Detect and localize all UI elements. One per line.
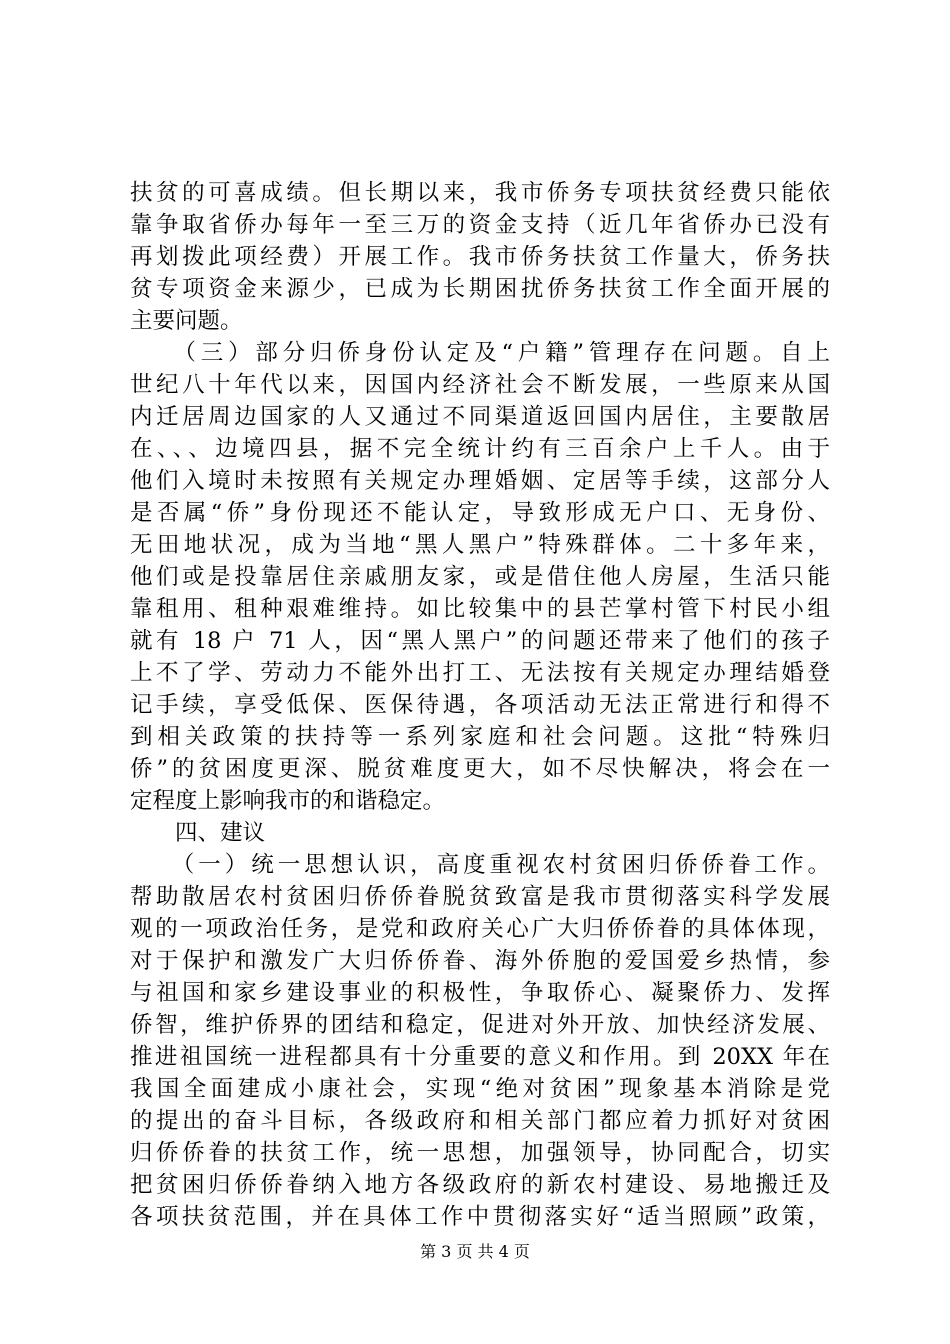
text-line: 与祖国和家乡建设事业的积极性，争取侨心、凝聚侨力、发挥: [130, 980, 830, 1006]
text-line: 到相关政策的扶持等一系列家庭和社会问题。这批“特殊归: [130, 724, 830, 750]
text-line: 主要问题。: [130, 308, 243, 334]
text-line: 是否属“侨”身份现还不能认定，导致形成无户口、无身份、: [130, 500, 830, 526]
text-line: 无田地状况，成为当地“黑人黑户”特殊群体。二十多年来，: [130, 532, 830, 558]
text-line: 上不了学、劳动力不能外出打工、无法按有关规定办理结婚登: [130, 660, 830, 686]
document-body: [130, 177, 830, 1233]
text-line: 靠租用、租种艰难维持。如比较集中的县芒掌村管下村民小组: [130, 596, 830, 622]
text-line: 各项扶贫范围，并在具体工作中贯彻落实好“适当照顾”政策，: [130, 1204, 830, 1230]
text-line: 贫专项资金来源少，已成为长期困扰侨务扶贫工作全面开展的: [130, 276, 830, 302]
text-line: 侨智，维护侨界的团结和稳定，促进对外开放、加快经济发展、: [130, 1012, 830, 1038]
text-line: （一）统一思想认识，高度重视农村贫困归侨侨眷工作。: [130, 852, 830, 878]
text-line: 世纪八十年代以来，因国内经济社会不断发展，一些原来从国: [130, 372, 830, 398]
text-line: 定程度上影响我市的和谐稳定。: [130, 788, 446, 814]
text-line: 的提出的奋斗目标，各级政府和相关部门都应着力抓好对贫困: [130, 1108, 830, 1134]
text-line: 他们入境时未按照有关规定办理婚姻、定居等手续，这部分人: [130, 468, 830, 494]
page-number-footer: 第 3 页 共 4 页: [420, 1242, 530, 1261]
text-line: 帮助散居农村贫困归侨侨眷脱贫致富是我市贯彻落实科学发展: [130, 884, 830, 910]
text-line: 观的一项政治任务，是党和政府关心广大归侨侨眷的具体体现，: [130, 916, 830, 942]
text-line: 他们或是投靠居住亲戚朋友家，或是借住他人房屋，生活只能: [130, 564, 830, 590]
text-line: 把贫困归侨侨眷纳入地方各级政府的新农村建设、易地搬迁及: [130, 1172, 830, 1198]
text-line: 就有 18 户 71 人，因“黑人黑户”的问题还带来了他们的孩子: [130, 628, 830, 654]
text-line: 再划拨此项经费）开展工作。我市侨务扶贫工作量大，侨务扶: [130, 244, 830, 270]
text-line: 侨”的贫困度更深、脱贫难度更大，如不尽快解决，将会在一: [130, 756, 830, 782]
text-line: 对于保护和激发广大归侨侨眷、海外侨胞的爱国爱乡热情，参: [130, 948, 830, 974]
text-line: 归侨侨眷的扶贫工作，统一思想，加强领导，协同配合，切实: [130, 1140, 830, 1166]
text-line: 推进祖国统一进程都具有十分重要的意义和作用。到 20XX 年在: [130, 1044, 830, 1070]
text-line: 记手续，享受低保、医保待遇，各项活动无法正常进行和得不: [130, 692, 830, 718]
text-line: 我国全面建成小康社会，实现“绝对贫困”现象基本消除是党: [130, 1076, 830, 1102]
text-line: 内迁居周边国家的人又通过不同渠道返回国内居住，主要散居: [130, 404, 830, 430]
text-line: 四、建议: [130, 820, 266, 846]
text-line: （三）部分归侨身份认定及“户籍”管理存在问题。自上: [130, 340, 830, 366]
text-line: 在、、、边境四县，据不完全统计约有三百余户上千人。由于: [130, 436, 830, 462]
text-line: 扶贫的可喜成绩。但长期以来，我市侨务专项扶贫经费只能依: [130, 180, 830, 206]
text-line: 靠争取省侨办每年一至三万的资金支持（近几年省侨办已没有: [130, 212, 830, 238]
